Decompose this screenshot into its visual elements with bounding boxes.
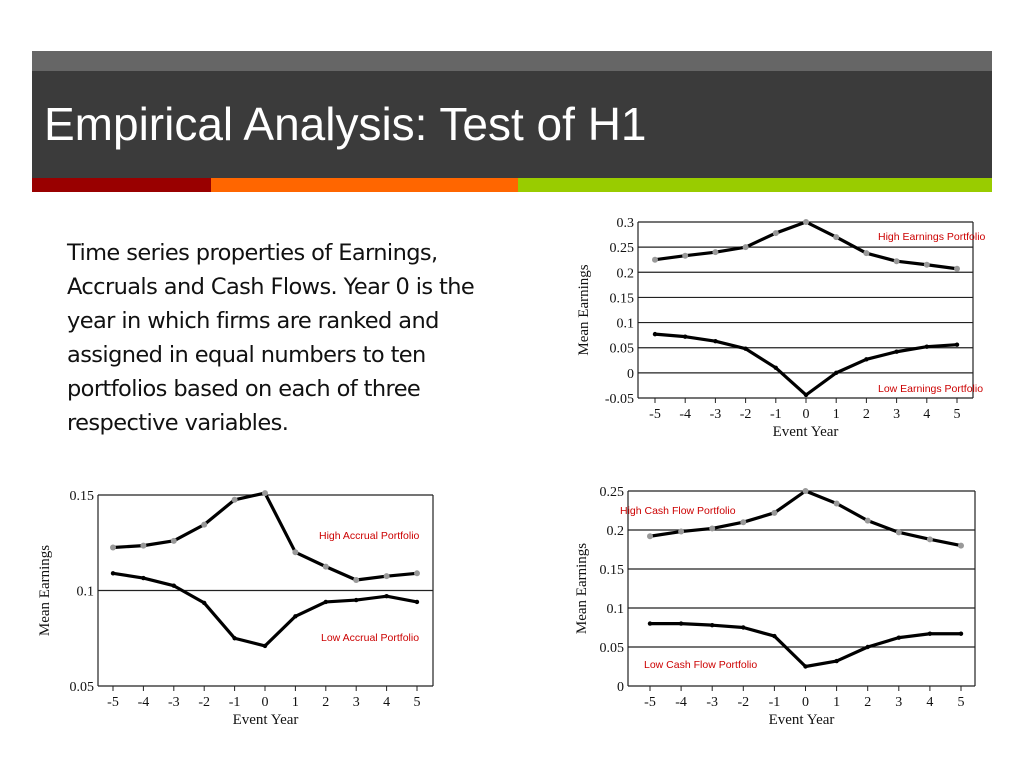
x-tick-label: 1	[832, 407, 840, 422]
data-point-high-cash-flow-portfolio	[834, 500, 840, 506]
data-point-high-accrual-portfolio	[171, 538, 177, 544]
data-point-low-earnings-portfolio	[834, 371, 838, 375]
x-tick-label: -4	[137, 695, 150, 710]
x-tick-label: -2	[737, 695, 750, 710]
y-tick-label: 0.2	[606, 524, 624, 539]
x-tick-label: -3	[706, 695, 719, 710]
series-label: Low Cash Flow Portfolio	[644, 659, 758, 671]
x-tick-label: 4	[923, 407, 931, 422]
x-tick-label: -2	[198, 695, 211, 710]
data-point-low-accrual-portfolio	[293, 614, 297, 618]
data-point-high-earnings-portfolio	[833, 234, 839, 240]
data-point-low-accrual-portfolio	[354, 598, 358, 602]
x-tick-label: -1	[769, 407, 782, 422]
x-tick-label: 5	[957, 695, 965, 710]
data-point-low-cash-flow-portfolio	[648, 621, 652, 625]
y-tick-label: 0.15	[599, 563, 624, 578]
data-point-low-accrual-portfolio	[324, 600, 328, 604]
x-tick-label: -2	[739, 407, 752, 422]
series-label: High Earnings Portfolio	[878, 231, 986, 243]
data-point-high-accrual-portfolio	[414, 570, 420, 576]
y-tick-label: 0.05	[69, 680, 94, 695]
data-point-low-accrual-portfolio	[202, 601, 206, 605]
data-point-low-cash-flow-portfolio	[866, 645, 870, 649]
y-tick-label: 0.25	[609, 241, 634, 257]
x-tick-label: 4	[383, 695, 391, 710]
data-point-low-earnings-portfolio	[683, 334, 687, 338]
data-point-high-earnings-portfolio	[712, 249, 718, 255]
x-tick-label: -5	[107, 695, 119, 710]
y-tick-label: 0.05	[599, 641, 624, 656]
y-axis-title: Mean Earnings	[37, 544, 53, 637]
data-point-low-cash-flow-portfolio	[834, 659, 838, 663]
x-tick-label: -3	[709, 407, 722, 422]
data-point-high-cash-flow-portfolio	[771, 510, 777, 516]
data-point-low-accrual-portfolio	[111, 571, 115, 575]
x-tick-label: 3	[352, 695, 360, 710]
data-point-low-accrual-portfolio	[172, 584, 176, 588]
data-point-high-accrual-portfolio	[262, 490, 268, 496]
x-tick-label: 1	[291, 695, 299, 710]
x-tick-label: 3	[893, 407, 901, 422]
data-point-high-cash-flow-portfolio	[647, 533, 653, 539]
y-tick-label: -0.05	[604, 392, 634, 407]
data-point-high-earnings-portfolio	[863, 250, 869, 256]
data-point-high-earnings-portfolio	[682, 253, 688, 259]
x-tick-label: 0	[802, 407, 810, 422]
data-point-high-accrual-portfolio	[292, 549, 298, 555]
data-point-high-cash-flow-portfolio	[865, 518, 871, 524]
y-axis-title: Mean Earnings	[576, 264, 592, 356]
data-point-high-accrual-portfolio	[140, 543, 146, 549]
y-tick-label: 0	[627, 366, 634, 382]
x-tick-label: -3	[167, 695, 180, 710]
x-tick-label: 2	[862, 407, 870, 422]
x-tick-label: -5	[649, 407, 661, 422]
y-tick-label: 0.15	[609, 291, 634, 307]
data-point-low-accrual-portfolio	[232, 636, 236, 640]
series-label: Low Accrual Portfolio	[321, 632, 420, 644]
x-tick-label: -5	[644, 695, 656, 710]
x-tick-label: 1	[833, 695, 841, 710]
data-point-high-accrual-portfolio	[201, 522, 207, 528]
y-tick-label: 0.05	[609, 341, 634, 357]
data-point-low-earnings-portfolio	[955, 342, 959, 346]
data-point-low-cash-flow-portfolio	[928, 632, 932, 636]
x-axis-title: Event Year	[772, 424, 839, 440]
data-point-low-earnings-portfolio	[713, 339, 717, 343]
data-point-low-accrual-portfolio	[263, 644, 267, 648]
data-point-low-earnings-portfolio	[774, 366, 778, 370]
data-point-low-accrual-portfolio	[415, 600, 419, 604]
series-label: High Cash Flow Portfolio	[620, 505, 736, 517]
x-tick-label: 3	[895, 695, 903, 710]
data-point-low-earnings-portfolio	[925, 345, 929, 349]
data-point-high-earnings-portfolio	[924, 262, 930, 268]
data-point-high-accrual-portfolio	[110, 545, 116, 551]
data-point-high-cash-flow-portfolio	[958, 543, 964, 549]
data-point-low-cash-flow-portfolio	[679, 621, 683, 625]
title-bar	[32, 71, 992, 178]
data-point-high-cash-flow-portfolio	[927, 536, 933, 542]
data-point-low-cash-flow-portfolio	[803, 664, 807, 668]
data-point-high-cash-flow-portfolio	[740, 519, 746, 525]
accent-bar-green	[518, 178, 992, 192]
data-point-low-cash-flow-portfolio	[741, 625, 745, 629]
data-point-high-accrual-portfolio	[232, 497, 238, 503]
series-line-high-cash-flow-portfolio	[650, 491, 961, 546]
slide-body-text: Time series properties of Earnings, Accruals and Cash Flows. Year 0 is the year in which firms are ranked and assigned in equal numbers to ten portfolios based on each of three respective variables.	[67, 240, 475, 436]
x-tick-label: -4	[675, 695, 687, 710]
accent-bar-orange	[211, 178, 518, 192]
data-point-low-accrual-portfolio	[141, 576, 145, 580]
slide-title: Empirical Analysis: Test of H1	[44, 98, 647, 150]
data-point-low-cash-flow-portfolio	[772, 634, 776, 638]
title-top-strip	[32, 51, 992, 71]
x-tick-label: 4	[926, 695, 934, 710]
data-point-high-earnings-portfolio	[954, 266, 960, 272]
y-tick-label: 0.1	[76, 584, 94, 600]
data-point-low-cash-flow-portfolio	[959, 632, 963, 636]
data-point-high-earnings-portfolio	[652, 257, 658, 263]
x-tick-label: 5	[953, 407, 961, 422]
x-tick-label: -4	[679, 407, 692, 422]
y-axis-title: Mean Earnings	[574, 542, 590, 635]
series-label: High Accrual Portfolio	[319, 530, 420, 542]
x-tick-label: -1	[768, 695, 781, 710]
x-tick-label: 2	[864, 695, 872, 710]
data-point-high-cash-flow-portfolio	[803, 488, 809, 494]
data-point-low-earnings-portfolio	[743, 347, 747, 351]
y-tick-label: 0.1	[606, 602, 624, 617]
data-point-low-accrual-portfolio	[384, 594, 388, 598]
earnings-chart	[560, 205, 1000, 450]
data-point-high-cash-flow-portfolio	[709, 525, 715, 531]
data-point-high-earnings-portfolio	[773, 230, 779, 236]
x-tick-label: 5	[413, 695, 421, 710]
data-point-high-cash-flow-portfolio	[896, 529, 902, 535]
y-tick-label: 0.25	[599, 485, 624, 500]
data-point-high-cash-flow-portfolio	[678, 529, 684, 535]
y-tick-label: 0.1	[616, 316, 634, 332]
cash-flow-chart	[560, 478, 1000, 743]
data-point-high-earnings-portfolio	[803, 219, 809, 225]
x-tick-label: -1	[228, 695, 241, 710]
y-tick-label: 0.2	[616, 266, 634, 282]
x-tick-label: 0	[261, 695, 269, 710]
data-point-low-earnings-portfolio	[804, 393, 808, 397]
data-point-low-earnings-portfolio	[653, 332, 657, 336]
data-point-low-earnings-portfolio	[894, 350, 898, 354]
accent-bar-red	[32, 178, 211, 192]
y-tick-label: 0	[617, 680, 624, 695]
data-point-low-cash-flow-portfolio	[710, 623, 714, 627]
data-point-low-earnings-portfolio	[864, 357, 868, 361]
data-point-high-accrual-portfolio	[353, 577, 359, 583]
x-axis-title: Event Year	[232, 712, 299, 728]
x-tick-label: 2	[322, 695, 330, 710]
y-tick-label: 0.15	[69, 489, 94, 504]
accruals-chart	[30, 478, 450, 738]
x-axis-title: Event Year	[768, 712, 835, 728]
x-tick-label: 0	[802, 695, 809, 710]
data-point-high-accrual-portfolio	[323, 564, 329, 570]
y-tick-label: 0.3	[616, 216, 634, 231]
data-point-high-earnings-portfolio	[894, 258, 900, 264]
data-point-high-earnings-portfolio	[743, 244, 749, 250]
series-label: Low Earnings Portfolio	[878, 383, 984, 395]
data-point-high-accrual-portfolio	[384, 573, 390, 579]
series-line-high-earnings-portfolio	[655, 222, 957, 269]
data-point-low-cash-flow-portfolio	[897, 635, 901, 639]
